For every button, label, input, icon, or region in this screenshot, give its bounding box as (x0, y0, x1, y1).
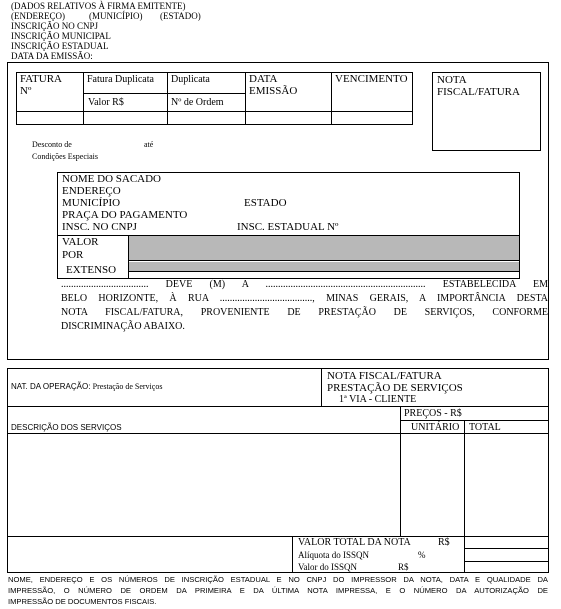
valor-extenso-shade-2 (129, 262, 519, 271)
declaration-line-4: DISCRIMINAÇÃO ABAIXO. (61, 321, 185, 332)
nat-operacao-label: NAT. DA OPERAÇÃO: Prestação de Serviços (11, 382, 163, 391)
unitario-header: UNITÁRIO (411, 422, 460, 433)
issuer-municipio: (MUNICÍPIO) (89, 11, 143, 21)
vencimento-label: VENCIMENTO (335, 73, 408, 85)
valor-issqn-rs: R$ (398, 562, 409, 572)
nota-title-line1: NOTA FISCAL/FATURA (327, 370, 442, 382)
fatura-duplicata-label: Fatura Duplicata (87, 74, 154, 85)
lower-frame (7, 368, 549, 573)
declaration-line-3: NOTA FISCAL/FATURA, PROVENIENTE DE PRESTAÇÃO DE SERVIÇOS, CONFORME (61, 307, 548, 318)
desconto-ate: até (144, 140, 154, 149)
praca-pagamento-label: PRAÇA DO PAGAMENTO (62, 209, 188, 221)
aliquota-pct: % (418, 550, 426, 560)
valor-rs-label: Valor R$ (88, 97, 124, 108)
extenso-label: EXTENSO (66, 264, 117, 276)
nota-box-line1: NOTA (437, 74, 467, 86)
issuer-estadual: INSCRIÇÃO ESTADUAL (11, 41, 109, 51)
desconto-label: Desconto de (32, 140, 72, 149)
valor-label: VALOR (62, 236, 99, 248)
footer-line-1: NOME, ENDEREÇO E OS NÚMEROS DE INSCRIÇÃO ESTADUAL E NO CNPJ DO IMPRESSOR DA NOTA, DATA E QUALIDADE DA (8, 575, 548, 584)
nota-title-line2: PRESTAÇÃO DE SERVIÇOS (327, 382, 463, 394)
declaration-line-2: BELO HORIZONTE, À RUA ....................................., MINAS GERAIS, A IMPORTÂNCIA DESTA (61, 293, 548, 304)
sacado-insc-estadual-label: INSC. ESTADUAL Nº (237, 221, 339, 233)
sacado-estado-label: ESTADO (244, 197, 287, 209)
fatura-label: FATURA (20, 73, 62, 85)
issuer-cnpj: INSCRIÇÃO NO CNPJ (11, 21, 99, 31)
condicoes-especiais: Condições Especiais (32, 152, 98, 161)
issuer-data-emissao: DATA DA EMISSÃO: (11, 51, 93, 61)
por-label: POR (62, 249, 84, 261)
descricao-servicos-header: DESCRIÇÃO DOS SERVIÇOS (11, 423, 122, 432)
sacado-municipio-label: MUNICÍPIO (62, 197, 121, 209)
declaration-line-1: ................................... DEVE (M) A ................................................................ ESTABELECIDA EM (61, 279, 548, 290)
total-header: TOTAL (469, 422, 501, 433)
sacado-nome-label: NOME DO SACADO (62, 173, 162, 185)
valor-total-rs: R$ (438, 537, 450, 548)
no-de-ordem-label: Nº de Ordem (171, 97, 224, 108)
emissao-label: EMISSÃO (249, 85, 298, 97)
nota-title-line3: 1ª VIA - CLIENTE (339, 394, 417, 405)
sacado-endereco-label: ENDEREÇO (62, 185, 121, 197)
issuer-municipal: INSCRIÇÃO MUNICIPAL (11, 31, 111, 41)
footer-line-3: IMPRESSÃO DE DOCUMENTOS FISCAIS. (8, 597, 157, 606)
issuer-title: (DADOS RELATIVOS À FIRMA EMITENTE) (11, 1, 186, 11)
fatura-no-label: Nº (20, 85, 32, 97)
sacado-cnpj-label: INSC. NO CNPJ (62, 221, 137, 233)
aliquota-label: Alíquota do ISSQN (298, 550, 370, 560)
issuer-estado: (ESTADO) (160, 11, 201, 21)
duplicata-label: Duplicata (171, 74, 210, 85)
issuer-endereco: (ENDEREÇO) (11, 11, 65, 21)
footer-line-2: IMPRESSÃO, O NÚMERO DE ORDEM DA PRIMEIRA E DA ÚLTIMA NOTA IMPRESSA, E O NÚMERO DA AUTORIZAÇÃO DE (8, 586, 548, 595)
nota-box-line2: FISCAL/FATURA (437, 86, 520, 98)
valor-issqn-label: Valor do ISSQN (298, 562, 358, 572)
valor-extenso-shade-1 (129, 236, 519, 260)
precos-header: PREÇOS - R$ (404, 408, 462, 419)
valor-total-label: VALOR TOTAL DA NOTA (298, 537, 411, 548)
data-label: DATA (249, 73, 278, 85)
nat-operacao-value: Prestação de Serviços (92, 382, 163, 391)
